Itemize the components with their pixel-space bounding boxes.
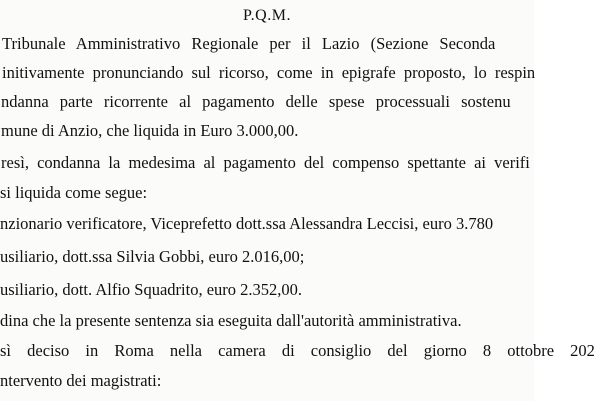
section-heading: P.Q.M.	[243, 7, 291, 24]
text-line-6: si liquida come segue:	[0, 183, 148, 202]
text-line-3: ndanna parte ricorrente al pagamento delle spese processuali sostenu	[1, 92, 511, 111]
text-line-4: mune di Anzio, che liquida in Euro 3.000,00.	[1, 121, 299, 140]
list-item-verificatore: nzionario verificatore, Viceprefetto dott.ssa Alessandra Leccisi, euro 3.780	[0, 214, 494, 233]
text-line-order: dina che la presente sentenza sia eseguita dall'autorità amministrativa.	[0, 311, 462, 330]
text-line-1: Tribunale Amministrativo Regionale per il Lazio (Sezione Seconda	[2, 34, 496, 53]
list-item-ausiliario-gobbi: usiliario, dott.ssa Silvia Gobbi, euro 2.016,00;	[0, 247, 305, 266]
text-line-5: resì, condanna la medesima al pagamento del compenso spettante ai verifi	[1, 153, 530, 172]
text-line-2: initivamente pronunciando sul ricorso, come in epigrafe proposto, lo respin	[2, 63, 536, 82]
list-item-ausiliario-squadrito: usiliario, dott. Alfio Squadrito, euro 2.352,00.	[0, 280, 303, 299]
text-line-deciso: sì deciso in Roma nella camera di consiglio del giorno 8 ottobre 202	[0, 341, 595, 360]
text-line-intervento: ntervento dei magistrati:	[0, 371, 162, 390]
